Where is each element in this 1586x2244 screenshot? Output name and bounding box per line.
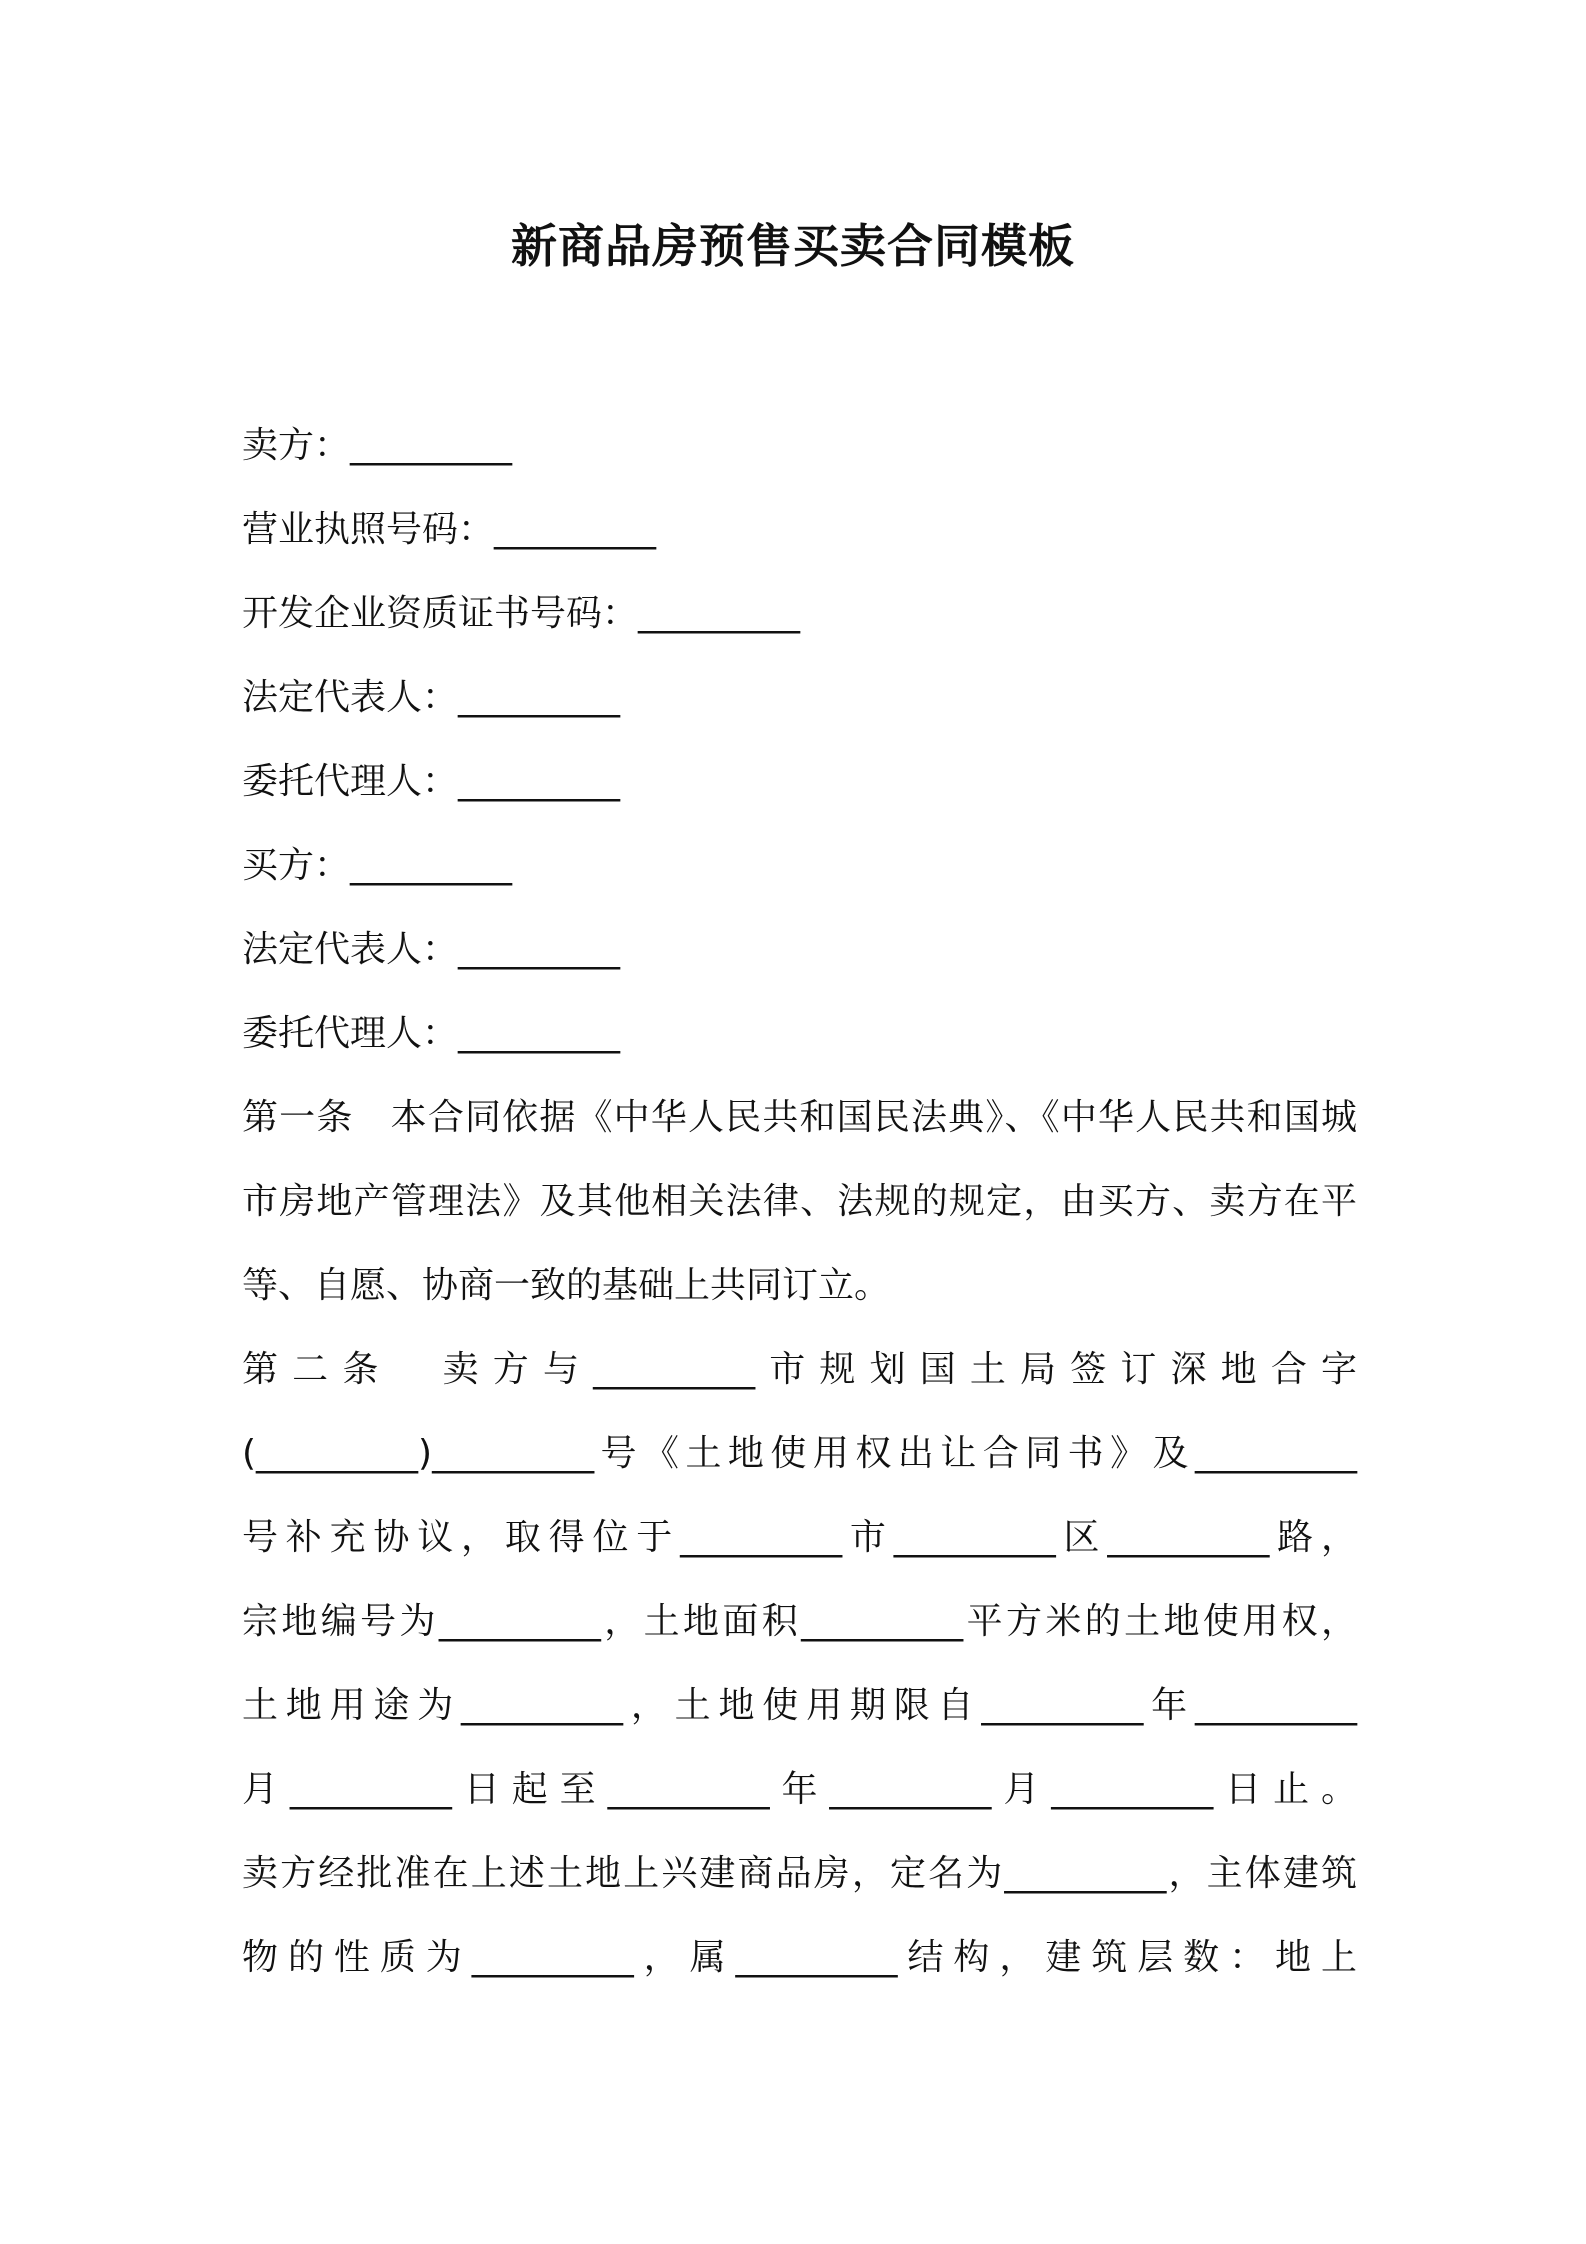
field-business-license: 营业执照号码：_________ — [242, 509, 657, 550]
article-2-line: 卖方经批准在上述土地上兴建商品房，定名为_________，主体建筑 — [242, 1853, 1357, 1894]
article-1-line: 等、自愿、协商一致的基础上共同订立。 — [242, 1265, 891, 1306]
field-seller-agent: 委托代理人：_________ — [242, 761, 621, 802]
article-2-line: (_________)_________号《土地使用权出让合同书》及_________ — [242, 1433, 1357, 1474]
article-2-line: 月_________日起至_________年_________月_________日止。 — [242, 1769, 1357, 1810]
article-1-line: 市房地产管理法》及其他相关法律、法规的规定，由买方、卖方在平 — [242, 1181, 1357, 1222]
article-2-line: 宗地编号为_________，土地面积_________平方米的土地使用权， — [242, 1601, 1357, 1642]
article-2-line: 物的性质为_________，属_________结构，建筑层数：地上 — [242, 1937, 1357, 1978]
article-2-line: 土地用途为_________，土地使用期限自_________年_________ — [242, 1685, 1357, 1726]
field-buyer-legal-rep: 法定代表人：_________ — [242, 929, 621, 970]
article-2 — [242, 1328, 1357, 2000]
field-qualification-cert: 开发企业资质证书号码：_________ — [242, 593, 801, 634]
document-title: 新商品房预售买卖合同模板 — [511, 219, 1075, 273]
field-seller-legal-rep: 法定代表人：_________ — [242, 677, 621, 718]
field-buyer: 买方：_________ — [242, 845, 513, 886]
document-body — [242, 404, 1357, 2000]
field-buyer-agent: 委托代理人：_________ — [242, 1013, 621, 1054]
article-1-line: 第一条 本合同依据《中华人民共和国民法典》、《中华人民共和国城 — [242, 1097, 1357, 1138]
article-2-line: 第二条 卖方与_________市规划国土局签订深地合字 — [242, 1349, 1357, 1390]
article-2-line: 号补充协议，取得位于_________市_________区_________路， — [242, 1517, 1357, 1558]
article-1 — [242, 1076, 1357, 1328]
field-seller: 卖方：_________ — [242, 425, 513, 466]
